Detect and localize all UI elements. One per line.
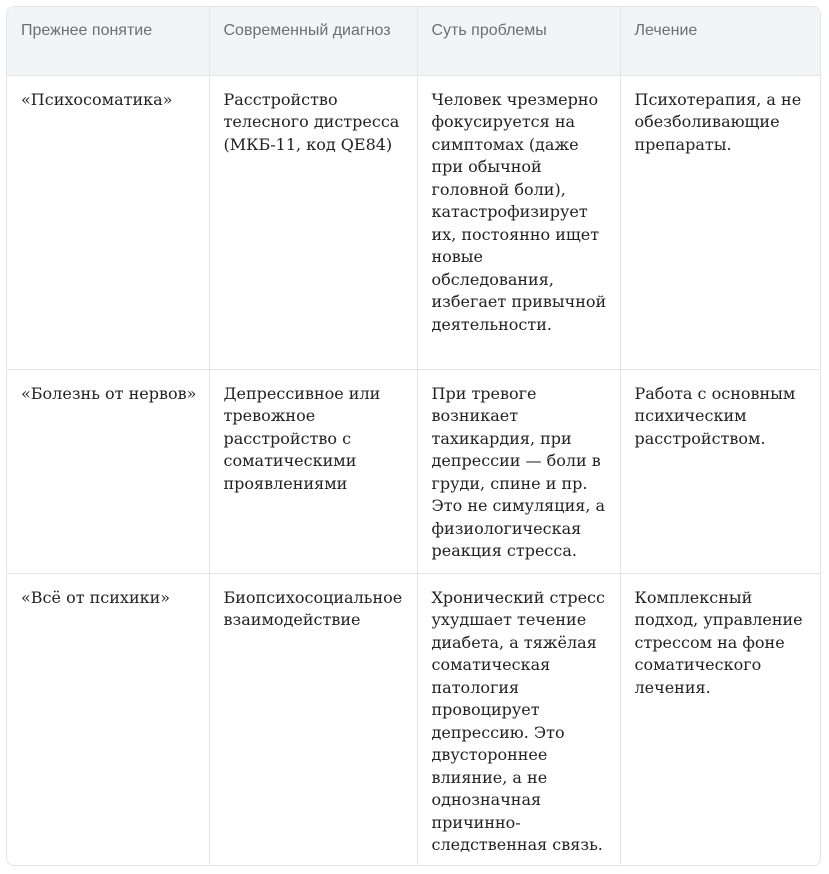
table-row — [7, 75, 821, 369]
cell-treatment: Работа с основным психическим расстройством. — [620, 369, 821, 573]
cell-old-concept: «Психосоматика» — [7, 75, 209, 369]
cell-old-concept: «Всё от психики» — [7, 573, 209, 866]
header-treatment: Лечение — [620, 7, 821, 75]
data-table — [7, 7, 821, 866]
cell-treatment: Комплексный подход, управление стрессом на фоне соматического лечения. — [634, 587, 803, 697]
cell-problem: Человек чрезмерно фокусируется на симптомах (даже при обычной головной боли), катастрофизирует их, постоянно ищет новые обследования, избегает привычной деятельности. — [417, 75, 620, 369]
cell-modern-diagnosis: Расстройство телесного дистресса (МКБ-11, код QE84) — [209, 75, 417, 369]
cell-old-concept: «Болезнь от нервов» — [7, 369, 209, 573]
header-problem: Суть проблемы — [417, 7, 620, 75]
table-row — [7, 573, 821, 866]
cell-modern-diagnosis: Депрессивное или тревожное расстройство с соматическими проявлениями — [209, 369, 417, 573]
cell-problem: При тревоге возникает тахикардия, при депрессии — боли в груди, спине и пр. Это не симуляция, а физиологическая реакция стресса. — [417, 369, 620, 573]
header-modern-diagnosis: Современный диагноз — [209, 7, 417, 75]
cell-problem: Хронический стресс ухудшает течение диабета, а тяжёлая соматическая патология провоцирует депрессию. Это двустороннее влияние, а не однозначная причинно-следственная связь. — [417, 573, 620, 866]
table-header-row — [7, 7, 821, 75]
cell-modern-diagnosis: Биопсихосоциальное взаимодействие — [209, 573, 417, 866]
table-row — [7, 369, 821, 573]
cell-treatment: Психотерапия, а не обезболивающие препараты. — [620, 75, 821, 369]
header-old-concept: Прежнее понятие — [7, 7, 209, 75]
comparison-table — [6, 6, 821, 866]
